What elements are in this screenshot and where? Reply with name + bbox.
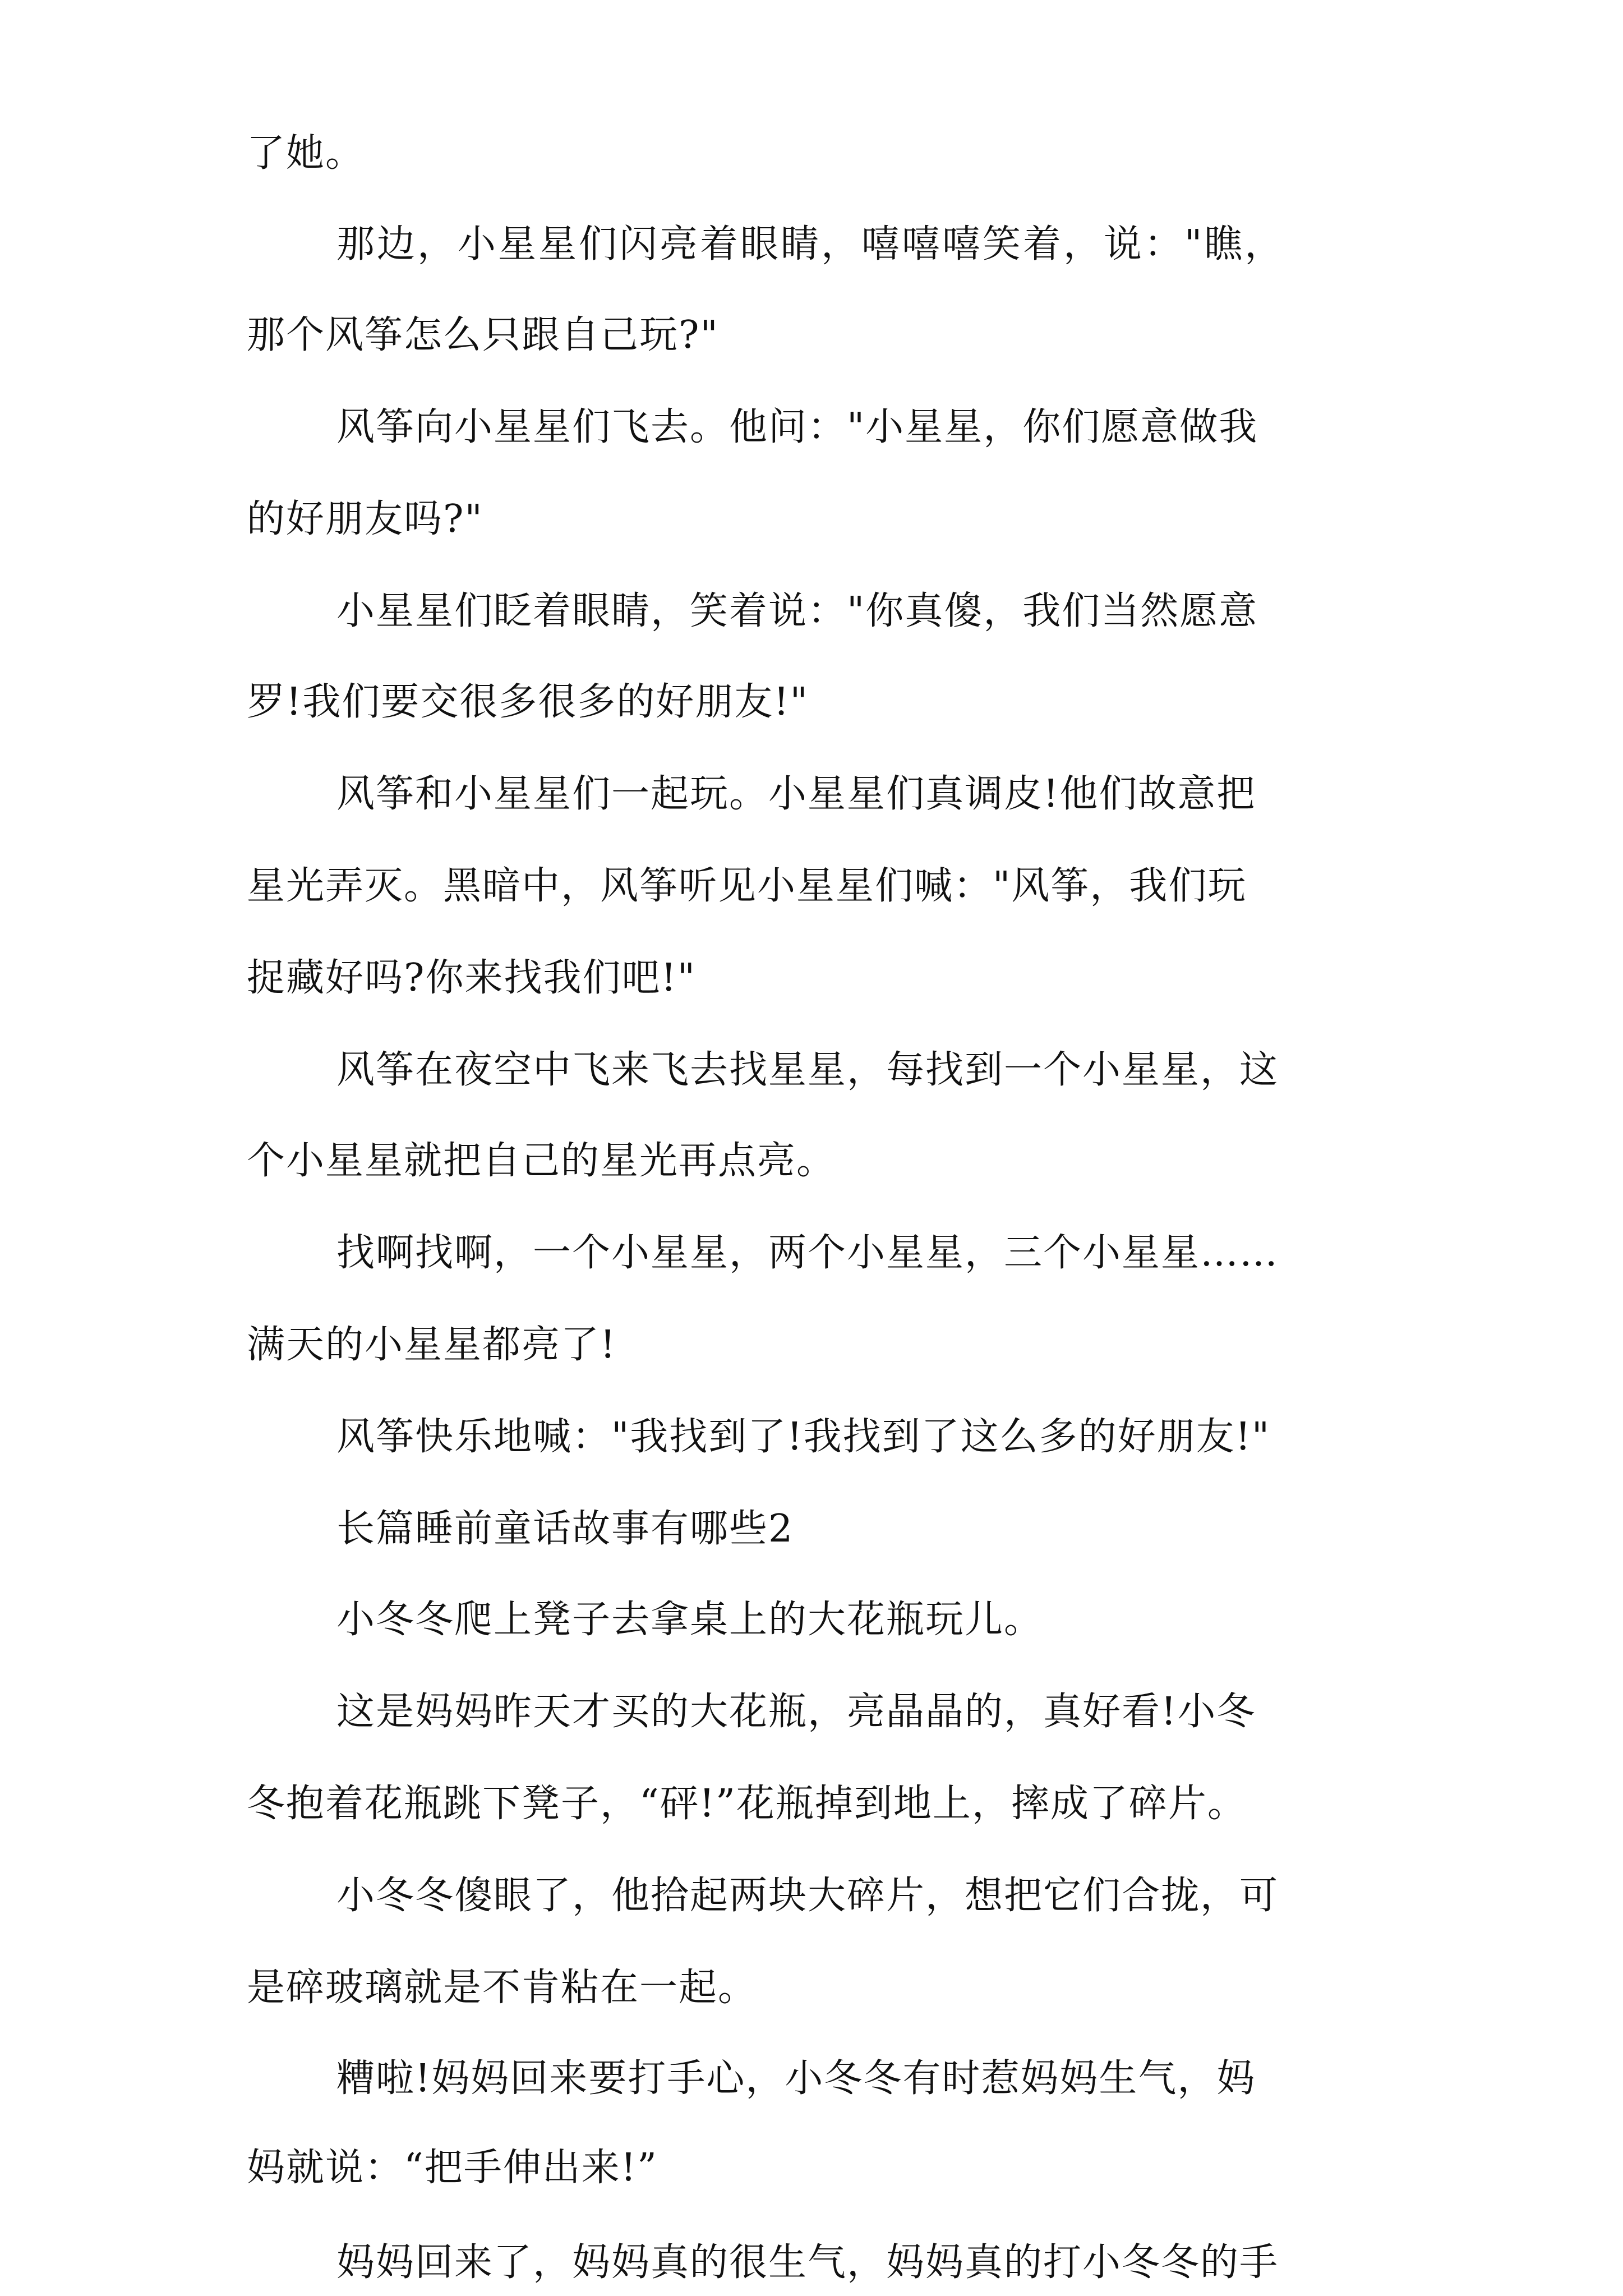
text-line: 风筝和小星星们一起玩。小星星们真调皮!他们故意把 <box>336 772 1256 816</box>
text-line: 的好朋友吗?" <box>247 497 483 541</box>
text-line: 风筝向小星星们飞去。他问："小星星，你们愿意做我 <box>336 405 1258 449</box>
text-line: 找啊找啊，一个小星星，两个小星星，三个小星星…… <box>336 1231 1279 1275</box>
text-line: 那边，小星星们闪亮着眼睛，嘻嘻嘻笑着，说："瞧， <box>336 222 1285 266</box>
text-line: 个小星星就把自己的星光再点亮。 <box>247 1139 836 1183</box>
text-line: 满天的小星星都亮了! <box>247 1323 617 1367</box>
text-line: 了她。 <box>247 131 365 176</box>
text-line: 是碎玻璃就是不肯粘在一起。 <box>247 1966 758 2010</box>
text-line: 小星星们眨着眼睛，笑着说："你真傻，我们当然愿意 <box>336 589 1258 633</box>
text-line: 捉藏好吗?你来找我们吧!" <box>247 956 697 1000</box>
text-line: 罗!我们要交很多很多的好朋友!" <box>247 680 809 724</box>
text-line: 糟啦!妈妈回来要打手心，小冬冬有时惹妈妈生气，妈 <box>336 2056 1256 2101</box>
text-line: 小冬冬傻眼了，他拾起两块大碎片，想把它们合拢，可 <box>336 1874 1279 1918</box>
text-line: 风筝快乐地喊："我找到了!我找到了这么多的好朋友!" <box>336 1415 1271 1459</box>
section-heading: 长篇睡前童话故事有哪些2 <box>336 1507 794 1551</box>
text-line: 小冬冬爬上凳子去拿桌上的大花瓶玩儿。 <box>336 1598 1044 1642</box>
text-line: 妈妈回来了，妈妈真的很生气，妈妈真的打小冬冬的手 <box>336 2240 1279 2285</box>
text-line: 星光弄灭。黑暗中，风筝听见小星星们喊："风筝，我们玩 <box>247 864 1247 908</box>
text-line: 这是妈妈昨天才买的大花瓶，亮晶晶的，真好看!小冬 <box>336 1690 1256 1734</box>
text-line: 风筝在夜空中飞来飞去找星星，每找到一个小星星，这 <box>336 1048 1279 1092</box>
text-line: 妈就说：“把手伸出来!” <box>247 2146 658 2190</box>
text-line: 冬抱着花瓶跳下凳子，“砰!”花瓶掉到地上，摔成了碎片。 <box>247 1782 1247 1826</box>
text-line: 那个风筝怎么只跟自己玩?" <box>247 313 719 357</box>
